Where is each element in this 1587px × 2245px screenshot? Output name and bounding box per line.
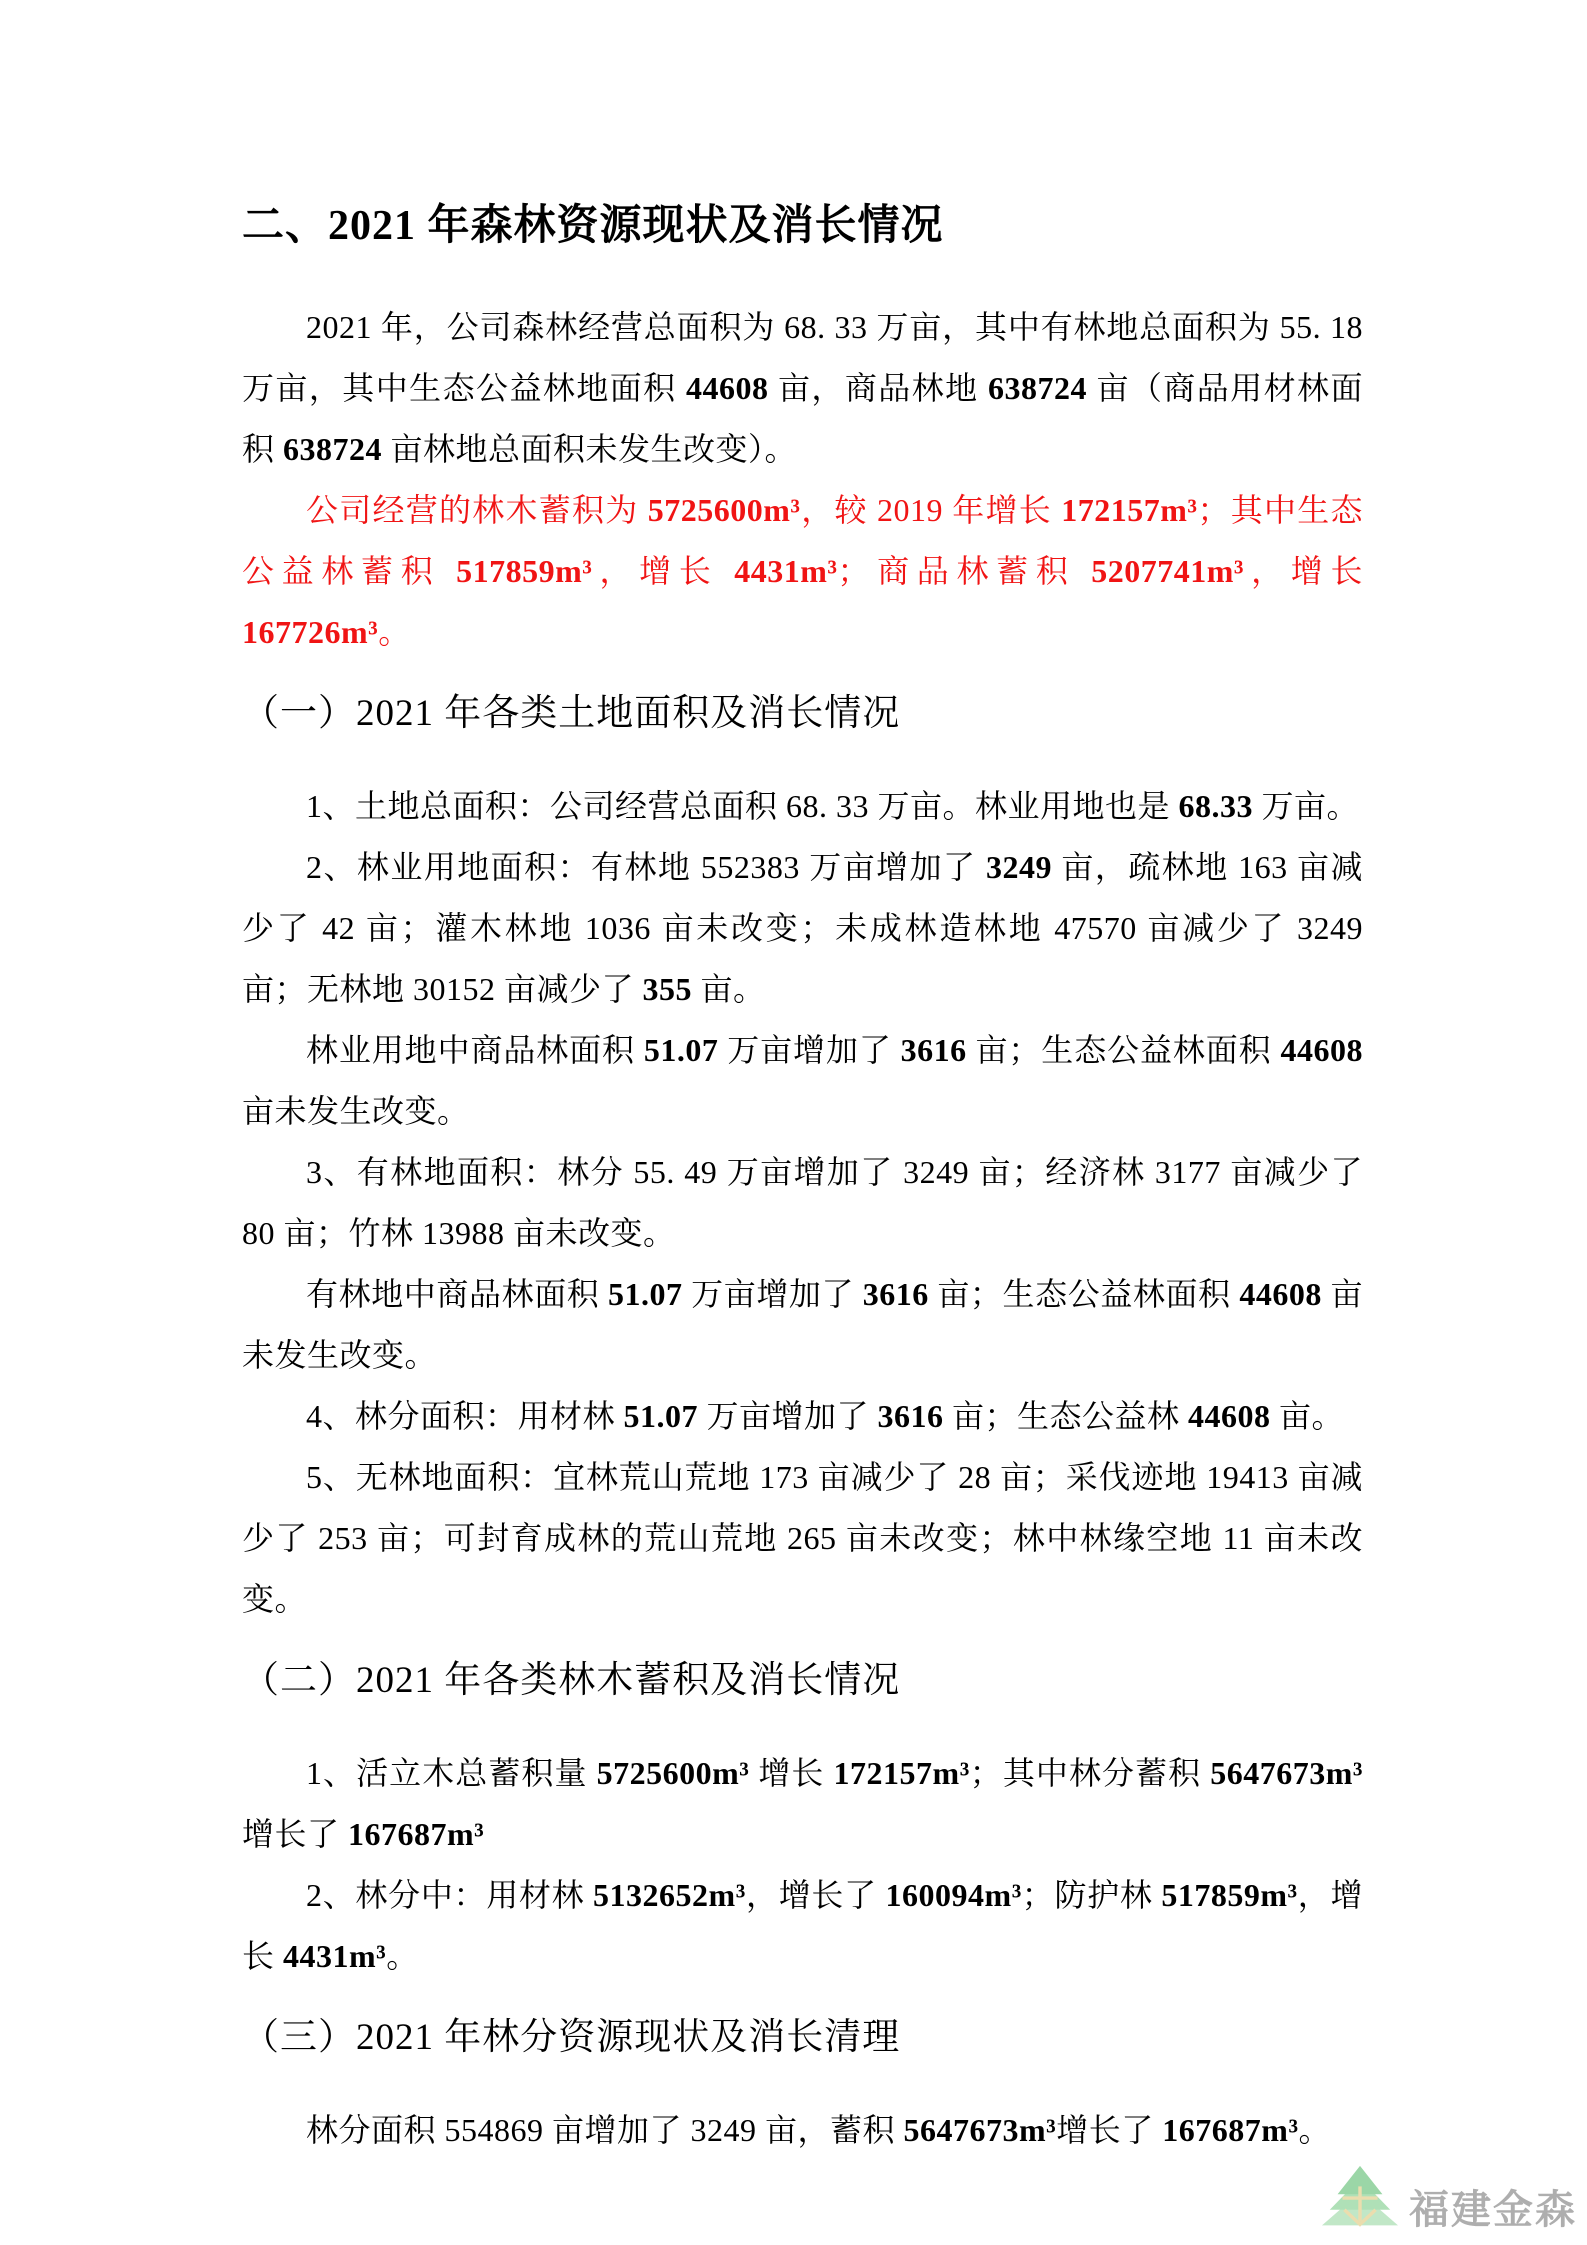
paragraph-timber-stock-highlight: 公司经营的林木蓄积为 5725600m³，较 2019 年增长 172157m³；其中生态公益林蓄积 517859m³，增长 4431m³；商品林蓄积 5207741m³，增长 167726m³。 bbox=[242, 492, 1363, 650]
company-logo bbox=[1321, 2163, 1577, 2241]
paragraph-forest-area-overview: 2021 年，公司森林经营总面积为 68. 33 万亩，其中有林地总面积为 55. 18 万亩，其中生态公益林地面积 44608 亩，商品林地 638724 亩（商品用材林面积 638724 亩林地总面积未发生改变）。 bbox=[242, 309, 1363, 467]
doc-title: 二、2021 年森林资源现状及消长情况 bbox=[242, 203, 944, 249]
paragraph-item-5-nonforest-land: 5、无林地面积：宜林荒山荒地 173 亩减少了 28 亩；采伐迹地 19413 亩减少了 253 亩；可封育成林的荒山荒地 265 亩未改变；林中林缘空地 11 亩未改变。 bbox=[242, 1459, 1363, 1617]
section-heading-stock-volume: （二）2021 年各类林木蓄积及消长情况 bbox=[242, 1660, 901, 1701]
company-name: 福建金森 bbox=[1409, 2188, 1577, 2232]
paragraph-item-1-standing-stock: 1、活立木总蓄积量 5725600m³ 增长 172157m³；其中林分蓄积 5647673m³ 增长了 167687m³ bbox=[242, 1755, 1363, 1852]
pine-tree-icon bbox=[1321, 2163, 1399, 2241]
paragraph-item-2-stand-stock: 2、林分中：用材林 5132652m³，增长了 160094m³；防护林 517859m³，增长 4431m³。 bbox=[242, 1877, 1363, 1974]
document-page bbox=[242, 195, 1363, 2161]
paragraph-item-1-total-land: 1、土地总面积：公司经营总面积 68. 33 万亩。林业用地也是 68.33 万亩。 bbox=[306, 788, 1360, 824]
paragraph-commercial-forest-area: 林业用地中商品林面积 51.07 万亩增加了 3616 亩；生态公益林面积 44608 亩未发生改变。 bbox=[242, 1032, 1363, 1129]
paragraph-stand-area-summary: 林分面积 554869 亩增加了 3249 亩，蓄积 5647673m³增长了 167687m³。 bbox=[306, 2112, 1332, 2148]
section-heading-stand-resources: （三）2021 年林分资源现状及消长清理 bbox=[242, 2017, 901, 2058]
paragraph-item-4-stand-area: 4、林分面积：用材林 51.07 万亩增加了 3616 亩；生态公益林 44608 亩。 bbox=[306, 1398, 1345, 1434]
paragraph-item-3-forested-land: 3、有林地面积：林分 55. 49 万亩增加了 3249 亩；经济林 3177 亩减少了 80 亩；竹林 13988 亩未改变。 bbox=[242, 1154, 1363, 1251]
section-heading-land-area: （一）2021 年各类土地面积及消长情况 bbox=[242, 693, 901, 734]
paragraph-item-2-forestry-land: 2、林业用地面积：有林地 552383 万亩增加了 3249 亩，疏林地 163 亩减少了 42 亩；灌木林地 1036 亩未改变；未成林造林地 47570 亩减少了 3249 亩；无林地 30152 亩减少了 355 亩。 bbox=[242, 849, 1363, 1007]
paragraph-forested-commercial-area: 有林地中商品林面积 51.07 万亩增加了 3616 亩；生态公益林面积 44608 亩未发生改变。 bbox=[242, 1276, 1363, 1373]
